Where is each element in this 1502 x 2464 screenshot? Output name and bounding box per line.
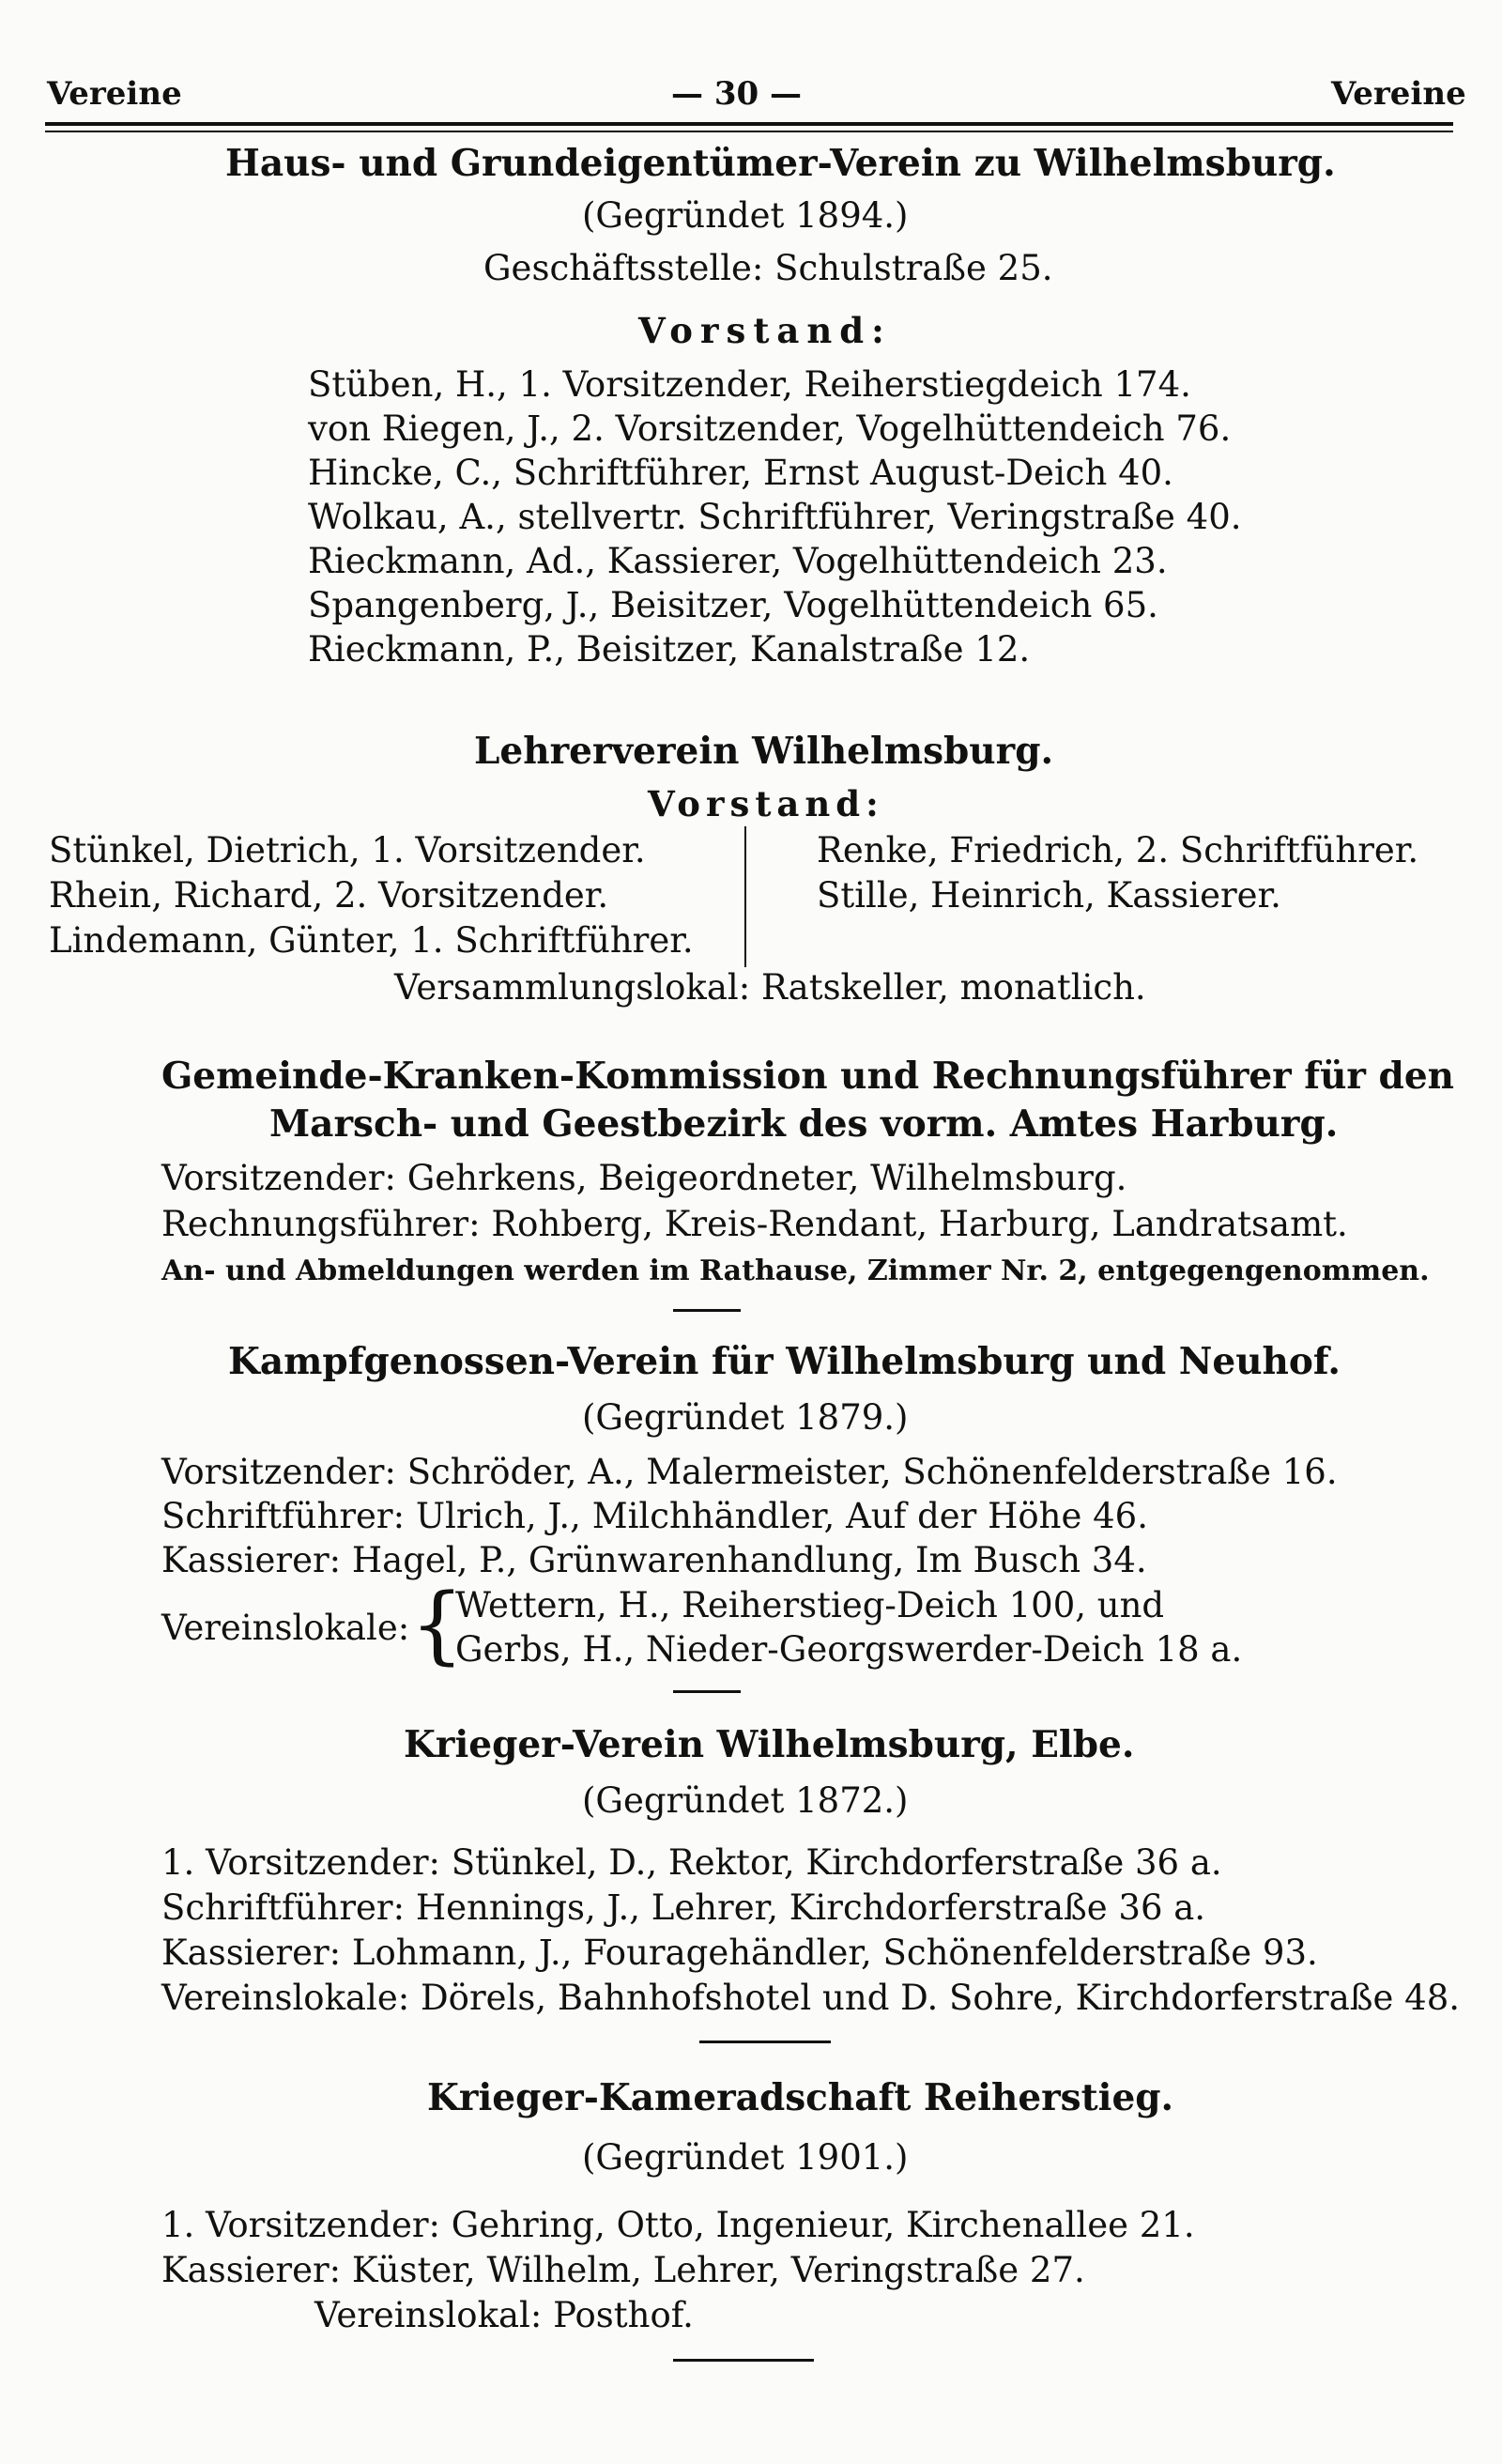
board-member: Wolkau, A., stellvertr. Schriftführer, Veringstraße 40. [308,497,1242,537]
treasurer: Kassierer: Hagel, P., Grünwarenhandlung, Im Busch 34. [161,1540,1147,1580]
board-heading: Vorstand: [638,310,892,351]
board-member: Spangenberg, J., Beisitzer, Vogelhüttendeich 65. [308,585,1158,625]
section-title: Krieger-Verein Wilhelmsburg, Elbe. [404,1723,1135,1766]
venues: Vereinslokale: Dörels, Bahnhofshotel und D. Sohre, Kirchdorferstraße 48. [161,1978,1461,2018]
brace-symbol: { [410,1576,465,1674]
board-member: Rieckmann, Ad., Kassierer, Vogelhüttendeich 23. [308,541,1168,581]
chair: Vorsitzender: Gehrkens, Beigeordneter, Wilhelmsburg. [161,1158,1127,1198]
board-member: Hincke, C., Schriftführer, Ernst August-Deich 40. [308,453,1173,493]
founded: (Gegründet 1879.) [582,1397,909,1438]
section-title: Krieger-Kameradschaft Reiherstieg. [427,2076,1174,2119]
section-title: Lehrerverein Wilhelmsburg. [474,730,1054,773]
board-member-left: Rhein, Richard, 2. Vorsitzender. [49,875,609,916]
page-number: — 30 — [671,75,802,113]
accountant: Rechnungsführer: Rohberg, Kreis-Rendant, Harburg, Landratsamt. [161,1204,1348,1244]
treasurer: Kassierer: Küster, Wilhelm, Lehrer, Veringstraße 27. [161,2250,1085,2290]
board-heading: Vorstand: [648,783,884,824]
header-right: Vereine [1331,75,1466,113]
section-title: Haus- und Grundeigentümer-Verein zu Wilhelmsburg. [225,142,1336,185]
section-divider [699,2040,831,2043]
treasurer: Kassierer: Lohmann, J., Fouragehändler, Schönenfelderstraße 93. [161,1933,1318,1973]
chair: 1. Vorsitzender: Gehring, Otto, Ingenieur, Kirchenallee 21. [161,2205,1195,2245]
board-member-left: Lindemann, Günter, 1. Schriftführer. [49,920,694,961]
chair: 1. Vorsitzender: Stünkel, D., Rektor, Kirchdorferstraße 36 a. [161,1842,1222,1883]
founded: (Gegründet 1894.) [582,195,909,236]
venue: Vereinslokal: Posthof. [314,2295,694,2335]
board-member-right: Stille, Heinrich, Kassierer. [817,875,1281,916]
board-member: von Riegen, J., 2. Vorsitzender, Vogelhüttendeich 76. [308,408,1232,449]
office: Geschäftsstelle: Schulstraße 25. [483,248,1053,288]
secretary: Schriftführer: Hennings, J., Lehrer, Kirchdorferstraße 36 a. [161,1887,1206,1928]
section-divider [673,2359,814,2362]
venue: Gerbs, H., Nieder-Georgswerder-Deich 18 a. [455,1629,1243,1670]
column-divider [744,826,746,967]
venue: Wettern, H., Reiherstieg-Deich 100, und [455,1585,1165,1625]
board-member-right: Renke, Friedrich, 2. Schriftführer. [817,830,1419,870]
board-member: Rieckmann, P., Beisitzer, Kanalstraße 12. [308,629,1031,670]
section-title-line2: Marsch- und Geestbezirk des vorm. Amtes Harburg. [269,1102,1339,1146]
board-member: Stüben, H., 1. Vorsitzender, Reiherstiegdeich 174. [308,364,1191,405]
meeting-place: Versammlungslokal: Ratskeller, monatlich. [394,967,1146,1008]
section-title-line1: Gemeinde-Kranken-Kommission und Rechnungsführer für den [161,1055,1454,1098]
note: An- und Abmeldungen werden im Rathause, Zimmer Nr. 2, entgegengenommen. [161,1255,1430,1287]
chair: Vorsitzender: Schröder, A., Malermeister, Schönenfelderstraße 16. [161,1452,1338,1492]
header-left: Vereine [47,75,182,113]
board-member-left: Stünkel, Dietrich, 1. Vorsitzender. [49,830,646,870]
section-divider [673,1690,741,1693]
section-title: Kampfgenossen-Verein für Wilhelmsburg und Neuhof. [228,1340,1341,1383]
section-divider [673,1309,741,1312]
founded: (Gegründet 1901.) [582,2137,909,2178]
founded: (Gegründet 1872.) [582,1780,909,1821]
secretary: Schriftführer: Ulrich, J., Milchhändler, Auf der Höhe 46. [161,1496,1148,1536]
header-rule-thin [45,131,1453,132]
venues-label: Vereinslokale: [161,1608,410,1648]
header-rule [45,122,1453,126]
